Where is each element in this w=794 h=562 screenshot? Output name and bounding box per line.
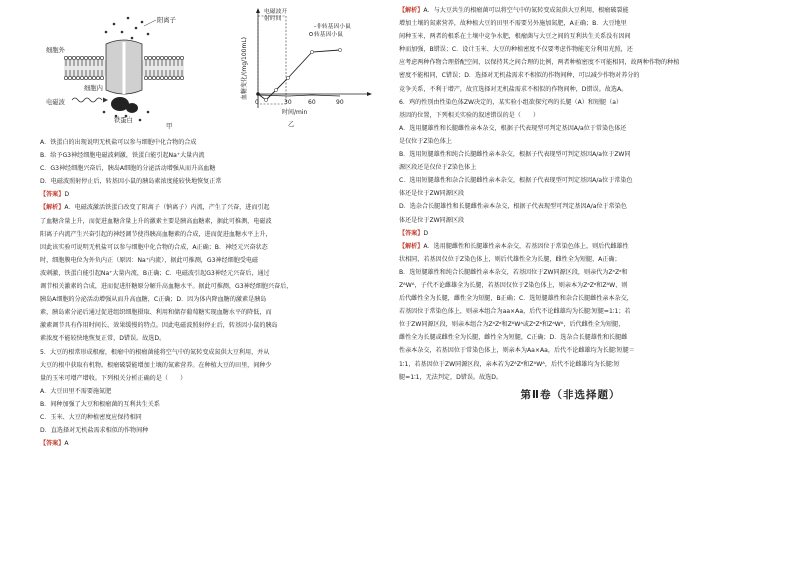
annot-em-on: 电磁波开 bbox=[264, 9, 288, 15]
analysis-line: 素浓度不能较快地恢复正常，D错误。故选D。 bbox=[40, 335, 166, 343]
q6-answer bbox=[399, 227, 742, 240]
analysis-line: A．电磁波激活铁蛋白改变了阳离子（钠离子）内流，产生了兴奋，进而引起 bbox=[64, 204, 270, 212]
analysis-line: B．选短腿雄性和纯合长腿雌性亲本杂交，若基因位于ZW同源区段，则亲代为ZᵃZᵃ和 bbox=[399, 268, 628, 276]
q5-option-a: A．大豆田里不需要施氮肥 bbox=[40, 387, 112, 395]
figure-membrane-diagram bbox=[44, 4, 204, 130]
analysis-line: A．选用腿雌性和长腿雄性亲本杂交，若基因位于常染色体上，则后代雌雄性 bbox=[423, 242, 629, 250]
tick-90: 90 bbox=[336, 99, 344, 106]
label-jia: 甲 bbox=[166, 123, 173, 130]
analysis-line: 若基因位于常染色体上，则亲本组合为aa×Aa，后代不论雌雄均为长腿∶短腿=1∶1；若 bbox=[399, 308, 631, 316]
analysis-line: 应考虑两种作物合理搭配空间，以保持其之间合理的比例，两者种植密度不可能相同，故两种作物的种植 bbox=[399, 59, 680, 67]
analysis-line: 位于ZW同源区段，则亲本组合为ZᵃZᵃ和ZᴬWᵃ或ZᵃZᵃ和ZᵃWᴬ，后代雌性全为短腿， bbox=[399, 321, 625, 329]
analysis-line: 后代雌性全为长腿，雌性全为短腿，B正确；C．选短腿雄性和杂合长腿雌性亲本杂交， bbox=[399, 295, 633, 303]
left-column bbox=[40, 0, 383, 450]
q6-option-a: A．选用腿雄性和长腿雌性亲本杂交，根据子代表现型可判定基因A/a位于常染色体还 bbox=[399, 124, 627, 132]
q6-option-b-cont: 源区段还是仅位于Z染色体上 bbox=[399, 164, 477, 172]
stem-line: 5．大豆的根常形成根瘤，根瘤中的根瘤菌能将空气中的氮转变成氮供大豆利用，并从 bbox=[40, 348, 270, 356]
annot-em-time: 射时间 bbox=[264, 16, 282, 22]
analysis-line: 雌性全为长腿或雌性全为长腿，雌性全为短腿，C正确；D．选杂合长腿雄性和长腿雌 bbox=[399, 334, 628, 342]
q6-stem bbox=[399, 96, 742, 122]
q5-option-c: C．玉米、大豆的种植密度应保持相同 bbox=[40, 413, 142, 421]
analysis-line: 密度不能相同，C错误；D．选择对无机盐需求不相似的作物间种，可以减少作物对养分的 bbox=[399, 72, 640, 80]
q6-options bbox=[399, 122, 742, 227]
analysis-line: 阳离子内流产生兴奋引起的神经调节使得胰高血糖素的合成，进而促进血糖水平上升， bbox=[40, 230, 272, 238]
answer-tag: 【答案】 bbox=[40, 191, 65, 199]
analysis-line: 胰岛A细胞的分泌活动增强从而升高血糖，C正确；D．因为体内降血糖的激素是胰岛 bbox=[40, 296, 267, 304]
q5-option-b: B．间种加强了大豆和根瘤菌的互利共生关系 bbox=[40, 400, 160, 408]
analysis-line: 间种玉米，两者的根系在土壤中竞争水肥，根瘤菌与大豆之间的互利共生关系没有因间 bbox=[399, 33, 631, 41]
q5-option-d: D．直选择对无机盐需求相似的作物间种 bbox=[40, 427, 149, 435]
q5-answer bbox=[40, 437, 383, 450]
analysis-line: 时，细胞膜电位为外负内正（原因：Na⁺内流），据此可推测，G3神经细胞受电磁 bbox=[40, 256, 259, 264]
answer-value: A bbox=[64, 440, 69, 448]
label-outside: 细胞外 bbox=[46, 47, 65, 54]
x-axis-unit: 时间/min bbox=[282, 109, 308, 116]
q6-option-c: C．选用短腿雄性和杂合长腿雌性亲本杂交，根据子代表现型可判定基因A/a位于常染色 bbox=[399, 177, 633, 185]
answer-value: D bbox=[64, 191, 70, 199]
legend-nontransgenic: -非转基因小鼠 bbox=[314, 24, 351, 30]
q6-option-c-cont: 体还是位于ZW同源区段 bbox=[399, 190, 465, 198]
figure-row bbox=[40, 0, 383, 136]
figure-glucose-plot bbox=[236, 4, 378, 130]
analysis-line: 种而加强，B错误；C．设计玉米、大豆的种植密度不仅要考虑作物能充分利用光照，还 bbox=[399, 46, 633, 54]
q4-option-d: D．电磁波照射停止后，转基因小鼠的胰岛素浓度能较快地恢复正常 bbox=[40, 178, 222, 186]
label-iron-protein: 铁蛋白 bbox=[114, 117, 133, 124]
q4-answer bbox=[40, 188, 383, 201]
q4-option-c: C．G3神经细胞兴奋后，胰岛A细胞的分泌活动增强从而升高血糖 bbox=[40, 165, 216, 173]
q6-option-a-cont: 是仅位于Z染色体上 bbox=[399, 137, 452, 145]
stem-line: 大豆的根中获取有机物。根瘤破裂能增加土壤的氮素营养。在种植大豆的田里，间种少 bbox=[40, 361, 272, 369]
q4-analysis bbox=[40, 201, 383, 345]
stem-line: 基因的位置，下列相关实验的叙述错误的是（ ） bbox=[399, 111, 540, 119]
answer-tag: 【答案】 bbox=[40, 440, 65, 448]
analysis-line: 增加土壤的氮素营养，故种植大豆的田里不需要另外施加氮肥，A正确；B．大豆地里 bbox=[399, 20, 627, 28]
section-title: 第Ⅱ卷（非选择题） bbox=[520, 388, 621, 401]
tick-0: 0 bbox=[255, 99, 259, 106]
tick-30: 30 bbox=[284, 99, 292, 106]
q4-option-b: B．给予G3神经细胞电磁波刺激，铁蛋白能引起Na⁺大量内流 bbox=[40, 152, 205, 160]
answer-value: D bbox=[423, 229, 429, 237]
analysis-tag: 【解析】 bbox=[40, 204, 65, 212]
analysis-line: 素，胰岛素分泌后通过促进组织细胞摄取、利用和储存葡萄糖实现血糖水平的降低，而 bbox=[40, 309, 272, 317]
analysis-line: 调节相关激素的合成，进而促进肝糖原分解升高血糖水平。据此可推测，G3神经细胞兴奋后， bbox=[40, 283, 293, 291]
legend-transgenic: 转基因小鼠 bbox=[314, 32, 343, 38]
analysis-line: 因此该实验可说明无机盐可以参与细胞中化合物的合成，A正确；B．神经元兴奋状态 bbox=[40, 243, 268, 251]
label-inside: 细胞内 bbox=[84, 85, 103, 92]
analysis-tag: 【解析】 bbox=[399, 242, 424, 250]
label-em-wave: 电磁波 bbox=[46, 99, 65, 106]
q5-options bbox=[40, 385, 383, 437]
q5-analysis bbox=[399, 4, 742, 96]
y-axis-label: 血糖变化/(mg/100mL) bbox=[241, 36, 248, 100]
q6-option-d: D．选杂合长腿雄性和长腿雌性亲本杂交，根据子代表现型可判定基因A/a位于常染色 bbox=[399, 203, 627, 211]
analysis-line: 1∶1，若基因位于ZW同源区段，亲本若为ZᴬZᵃ和ZᴬWᴬ，后代不论雌雄均为长腿∶短 bbox=[399, 360, 620, 368]
analysis-line: ZᴬWᴬ，子代不论雌雄全为长腿，若基因仅位于Z染色体上，则亲本为ZᵃZᵃ和ZᴬW，则 bbox=[399, 281, 628, 289]
q6-option-d-cont: 体还是位于ZW同源区段 bbox=[399, 216, 465, 224]
q5-stem bbox=[40, 346, 383, 385]
right-column bbox=[399, 4, 742, 404]
answer-tag: 【答案】 bbox=[399, 229, 424, 237]
label-yi: 乙 bbox=[288, 121, 295, 128]
analysis-line: 腿=1∶1，无法判定，D错误。故选D。 bbox=[399, 373, 503, 381]
analysis-line: 波刺激，铁蛋白能引起Na⁺大量内流，B正确；C．电磁波引起G3神经元兴奋后，通过 bbox=[40, 269, 270, 277]
stem-line: 量的玉米可增产增收。下列相关分析正确的是（ ） bbox=[40, 374, 187, 382]
q6-analysis bbox=[399, 240, 742, 384]
analysis-line: 性亲本杂交，若基因位于常染色体上，则亲本为Aa×Aa，后代不论雌雄均为长腿∶短腿＝ bbox=[399, 347, 635, 355]
label-ion: 阳离子 bbox=[157, 17, 176, 24]
analysis-tag: 【解析】 bbox=[399, 7, 424, 14]
q4-options bbox=[40, 136, 383, 188]
analysis-line: A．与大豆共生的根瘤菌可以将空气中的氮转变成氮供大豆利用，根瘤破裂能 bbox=[423, 7, 629, 14]
stem-line: 6．鸡的性别由性染色体ZW决定的，某实验小组欲探究鸡的长腿（A）和短腿（a） bbox=[399, 98, 623, 106]
analysis-line: 了血糖含量上升，而促进血糖含量上升的激素主要是胰高血糖素，据此可推测，电磁波 bbox=[40, 217, 272, 225]
analysis-line: 竞争关系，不利于增产，故宜选择对无机盐需求不相似的作物间种，D错误。故选A。 bbox=[399, 85, 628, 93]
analysis-line: 激素调节具有作用时间长、效果缓慢的特点。因此电磁波照射停止后，转基因小鼠的胰岛 bbox=[40, 322, 278, 330]
q4-option-a: A．铁蛋白的出现说明无机盐可以参与细胞中化合物的合成 bbox=[40, 139, 197, 146]
analysis-line: 状相同，若基因仅位于Z染色体上，则后代雄性全为长腿，雌性全为短腿，A正确； bbox=[399, 255, 621, 263]
tick-60: 60 bbox=[308, 99, 316, 106]
q6-option-b: B．选用短腿雄性和纯合长腿雌性亲本杂交，根据子代表现型可判定基因A/a位于ZW同 bbox=[399, 151, 631, 159]
